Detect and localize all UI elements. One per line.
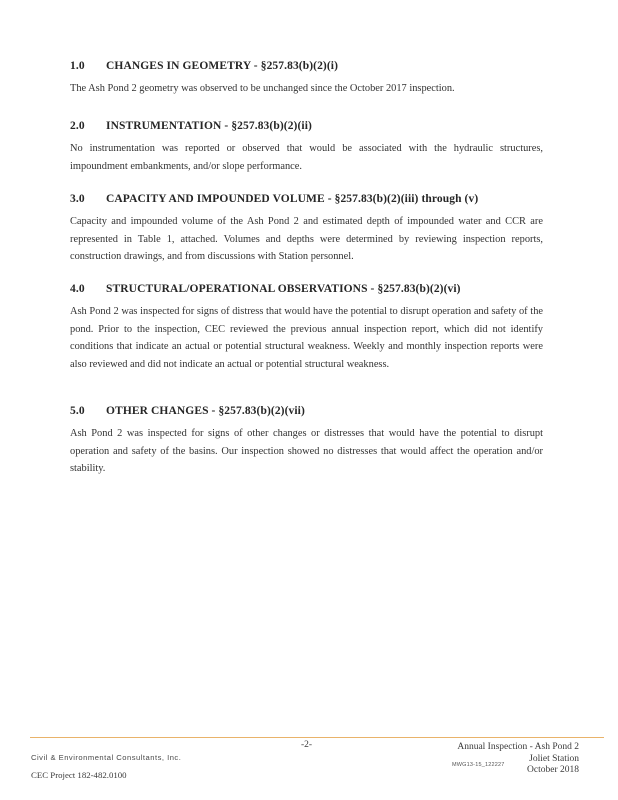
section-2 [70,120,543,175]
section-title: STRUCTURAL/OPERATIONAL OBSERVATIONS - §257.83(b)(2)(vi) [106,283,461,295]
section-title: CHANGES IN GEOMETRY - §257.83(b)(2)(i) [106,60,339,72]
section-heading [70,60,543,72]
section-title: INSTRUMENTATION - §257.83(b)(2)(ii) [106,120,312,132]
section-title: CAPACITY AND IMPOUNDED VOLUME - §257.83(b)(2)(iii) through (v) [106,193,479,205]
section-number: 1.0 [70,60,85,72]
section-1 [70,60,543,98]
footer-report-title: Annual Inspection - Ash Pond 2 [457,742,579,752]
section-3 [70,193,543,266]
section-number: 3.0 [70,193,85,205]
section-body: No instrumentation was reported or observed that would be associated with the hydraulic structures, impoundment embankments, and/or slope performance. [70,143,543,172]
page-number: -2- [301,740,313,750]
section-number: 2.0 [70,120,85,132]
section-body: The Ash Pond 2 geometry was observed to be unchanged since the October 2017 inspection. [70,83,455,94]
section-heading [70,193,543,205]
section-heading [70,405,543,417]
footer-report-info [457,742,579,777]
section-body: Ash Pond 2 was inspected for signs of other changes or distresses that would have the potential to disrupt operation and safety of the basins. Our inspection showed no distresses that would affect the operation and/or stability. [70,428,543,475]
section-heading [70,120,543,132]
footer-project-number: CEC Project 182-482.0100 [31,770,127,780]
document-code: MWG13-15_122227 [452,762,505,768]
section-body: Ash Pond 2 was inspected for signs of distress that would have the potential to disrupt operation and safety of the pond. Prior to the inspection, CEC reviewed the previous annual inspection report, which did not identify conditions that indicate an actual or potential structural weakness. Weekly and monthly inspection reports were also reviewed and did not indicate an actual or potential structural weakness. [70,306,543,370]
footer-company: Civil & Environmental Consultants, Inc. [31,753,182,762]
section-title: OTHER CHANGES - §257.83(b)(2)(vii) [106,405,305,417]
footer-station: Joliet Station [529,753,579,764]
section-body: Capacity and impounded volume of the Ash Pond 2 and estimated depth of impounded water and CCR are represented in Table 1, attached. Volumes and depths were determined by reviewing inspection reports, construction drawings, and from discussions with Station personnel. [70,216,543,263]
section-number: 4.0 [70,283,85,295]
footer-date: October 2018 [527,765,579,776]
section-heading [70,283,543,295]
section-number: 5.0 [70,405,85,417]
section-4 [70,283,543,373]
section-5 [70,405,543,478]
footer-divider [30,737,604,738]
